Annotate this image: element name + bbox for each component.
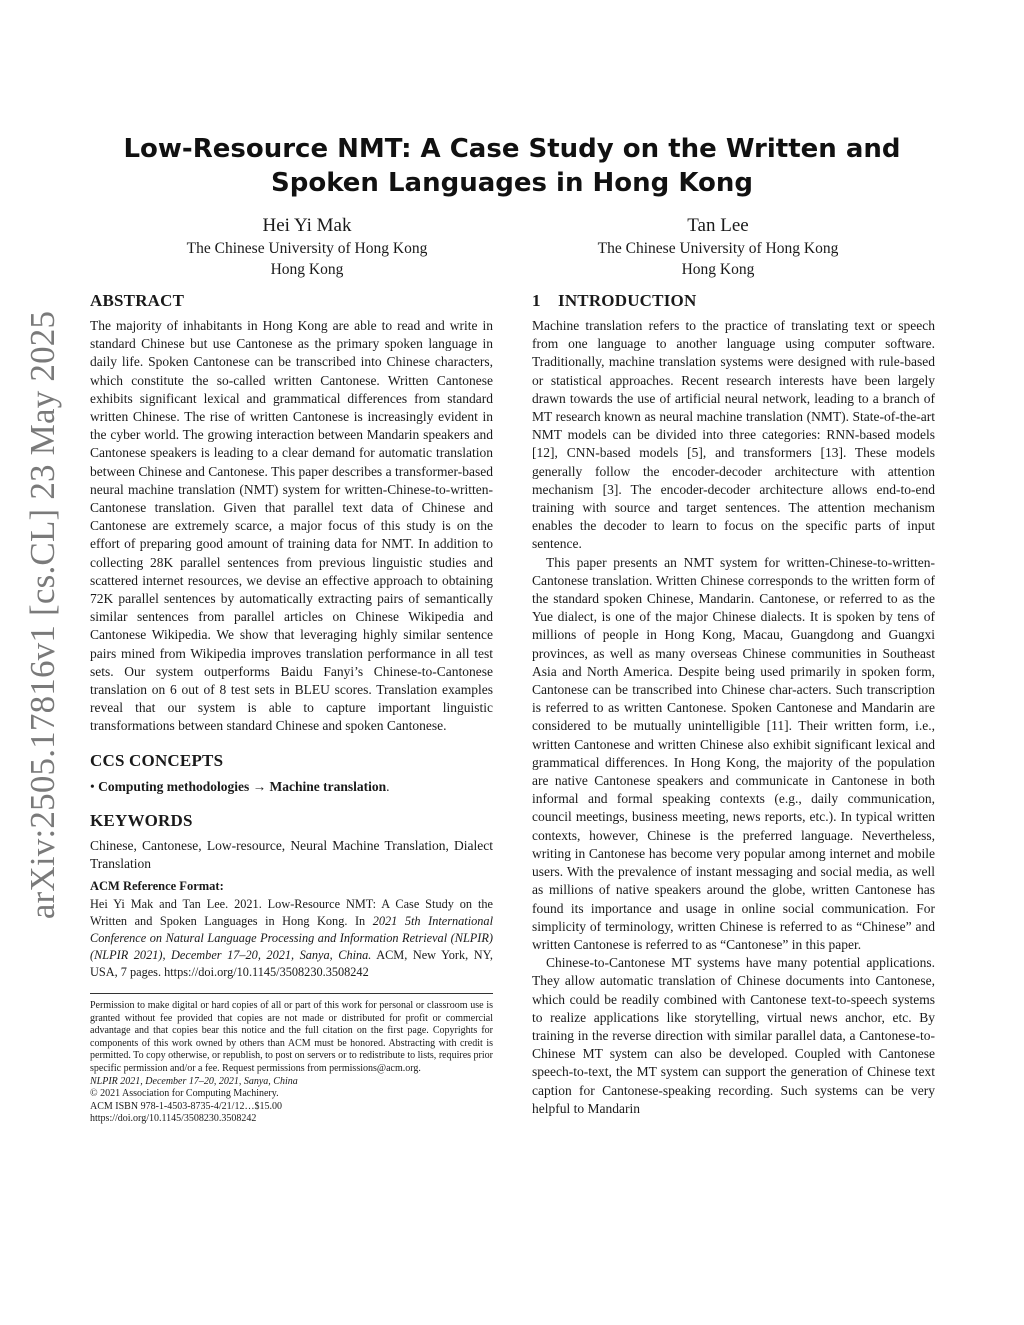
keywords-text: Chinese, Cantonese, Low-resource, Neural Machine Translation, Dialect Translation <box>90 837 493 871</box>
author-affiliation: The Chinese University of Hong Kong <box>597 240 839 257</box>
left-column <box>90 290 493 1126</box>
ccs-heading: CCS CONCEPTS <box>90 750 224 770</box>
paper-title: Low-Resource NMT: A Case Study on the Written and Spoken Languages in Hong Kong <box>123 134 901 198</box>
author-name: Hei Yi Mak <box>262 215 352 236</box>
footnote-divider <box>90 993 493 994</box>
author-name: Tan Lee <box>687 215 749 236</box>
author-location: Hong Kong <box>270 261 344 278</box>
arxiv-identifier: arXiv:2505.17816v1 [cs.CL] 23 May 2025 <box>23 310 63 920</box>
ccs-concept-name: Computing methodologies <box>98 778 250 794</box>
acm-reference-heading: ACM Reference Format: <box>90 879 224 894</box>
reference-publisher: ACM, New York, NY, USA, 7 pages. https://doi.org/10.1145/3508230.3508242 <box>90 948 493 980</box>
section-number: 1 <box>532 291 541 310</box>
section-title: INTRODUCTION <box>558 291 697 310</box>
acm-reference-text <box>90 896 493 981</box>
copyright-line: © 2021 Association for Computing Machinery. <box>90 1088 279 1100</box>
introduction-heading <box>532 290 935 312</box>
permission-notice: Permission to make digital or hard copies of all or part of this work for personal or classroom use is granted without fee provided that copies are not made or distributed for profit or commercial advantage and that copies bear this notice and the full citation on the first page. Copyrights for components of this work owned by others than ACM must be honored. Abstracting with credit is permitted. To copy otherwise, or republish, to post on servers or to redistribute to lists, requires prior specific permission and/or a fee. Request permissions from permissions@acm.org. <box>90 1000 493 1075</box>
intro-paragraph: This paper presents an NMT system for written-Chinese-to-written-Cantonese translation. Written Chinese corresponds to the written form of the standard spoken Chinese, Mandarin. Cantonese, or referred to as the Yue dialect, is one of the major Chinese dialects. It is spoken by tens of millions of people in Hong Kong, Macau, Guangdong and Guangxi provinces, as well as many overseas Chinese communities in Southeast Asia and North America. Despite being used primarily in spoken form, Cantonese can be transcribed into Chinese char-acters. Such transcription is referred to as written Cantonese. Spoken Cantonese and Mandarin are considered to be mutually unintelligible [11]. Their written form, i.e., written Cantonese and written Chinese also exhibit significant lexical and grammatical differences. In Hong Kong, the majority of the population are native Cantonese speakers and communicate in Cantonese in both informal and formal speaking contexts (e.g., daily communication, council meetings, business meeting, news reports, etc.). In typical written contexts, however, Chinese is the preferred language. Nevertheless, writing in Cantonese has become very popular among internet and mobile users. With the prevalence of instant messaging and social media, as well as millions of native speakers around the globe, written Cantonese has found its importance and usage in online social communication. For simplicity of terminology, written Chinese is referred to as “Chinese” and written Cantonese is referred to as “Cantonese” in this paper. <box>532 554 935 952</box>
ccs-concept <box>90 777 493 796</box>
intro-paragraph: Machine translation refers to the practice of translating text or speech from one language to another language using computer software. Traditionally, machine translation systems were designed with rule-based or statistical approaches. Recent research interests have been largely drawn towards the use of artificial neural network, leading to a branch of MT research known as neural machine translation (NMT). State-of-the-art NMT models can be divided into three categories: RNN-based models [12], CNN-based models [5], and transformers [13]. These models generally follow the encoder-decoder architecture with attention mechanism [3]. The encoder-decoder architecture allows end-to-end training with source and target sentences. The attention mechanism enables the decoder to learn to focus on the specific parts of input sentence. <box>532 318 935 552</box>
arrow-icon: → <box>252 778 267 794</box>
author-block <box>518 214 918 280</box>
intro-paragraph: Chinese-to-Cantonese MT systems have many potential applications. They allow automatic translation of Chinese documents into Cantonese, which could be readily combined with Cantonese text-to-speech systems to realize applications like storytelling, virtual news anchor, etc. By training in the reverse direction with similar parallel data, a Cantonese-to-Chinese MT system can also be developed. Coupled with Cantonese speech-to-text, the MT system can support the generation of Chinese text caption for Cantonese-speaking recording. Such systems can be very helpful to Mandarin <box>532 955 935 1116</box>
author-location: Hong Kong <box>681 261 755 278</box>
abstract-heading: ABSTRACT <box>90 291 185 310</box>
arxiv-stamp <box>8 305 78 925</box>
conference-line: NLPIR 2021, December 17–20, 2021, Sanya, China <box>90 1075 298 1087</box>
abstract-text: The majority of inhabitants in Hong Kong are able to read and write in standard Chinese but use Cantonese as the primary spoken language in daily life. Spoken Cantonese can be transcribed into Chinese characters, which constitute the so-called written Cantonese. Written Cantonese exhibits significant lexical and grammatical differences from standard written Chinese. The rise of written Cantonese is increasingly evident in the cyber world. The growing interaction between Mandarin speakers and Cantonese speakers is leading to a clear demand for automatic translation between Chinese and Cantonese. This paper describes a transformer-based neural machine translation (NMT) system for written-Chinese-to-written-Cantonese translation. Given that parallel text data of Chinese and Cantonese are extremely scarce, a major focus of this study is on the effort of preparing good amount of training data for NMT. In addition to collecting 28K parallel sentences from previous linguistic studies and scattered internet resources, we devise an effective approach to obtaining 72K parallel sentences by automatically extracting pairs of semantically similar sentences from parallel articles on Chinese Wikipedia and Cantonese Wikipedia. We show that leveraging highly similar sentence pairs mined from Wikipedia improves translation performance in all test sets. Our system outperforms Baidu Fanyi’s Chinese-to-Cantonese translation on 6 out of 8 test sets in BLEU scores. Translation examples reveal that our system is able to capture important linguistic transformations between standard Chinese and spoken Cantonese. <box>90 318 493 734</box>
ccs-bullet: • <box>90 778 95 794</box>
author-block <box>107 214 507 280</box>
right-column <box>532 290 935 1118</box>
reference-authors: Hei Yi Mak and Tan Lee. 2021. Low-Resource NMT: A Case Study on the Written and Spoken Languages in Hong Kong. In <box>90 897 493 929</box>
reference-venue: 2021 5th International Conference on Natural Language Processing and Information Retrieval (NLPIR) (NLPIR 2021), December 17–20, 2021, Sanya, China. <box>90 914 493 963</box>
ccs-period: . <box>386 778 390 794</box>
author-affiliation: The Chinese University of Hong Kong <box>186 240 428 257</box>
ccs-subconcept: Machine translation <box>269 778 387 794</box>
keywords-heading: KEYWORDS <box>90 810 193 830</box>
isbn-line: ACM ISBN 978-1-4503-8735-4/21/12…$15.00 <box>90 1100 282 1112</box>
doi-line: https://doi.org/10.1145/3508230.3508242 <box>90 1113 257 1125</box>
